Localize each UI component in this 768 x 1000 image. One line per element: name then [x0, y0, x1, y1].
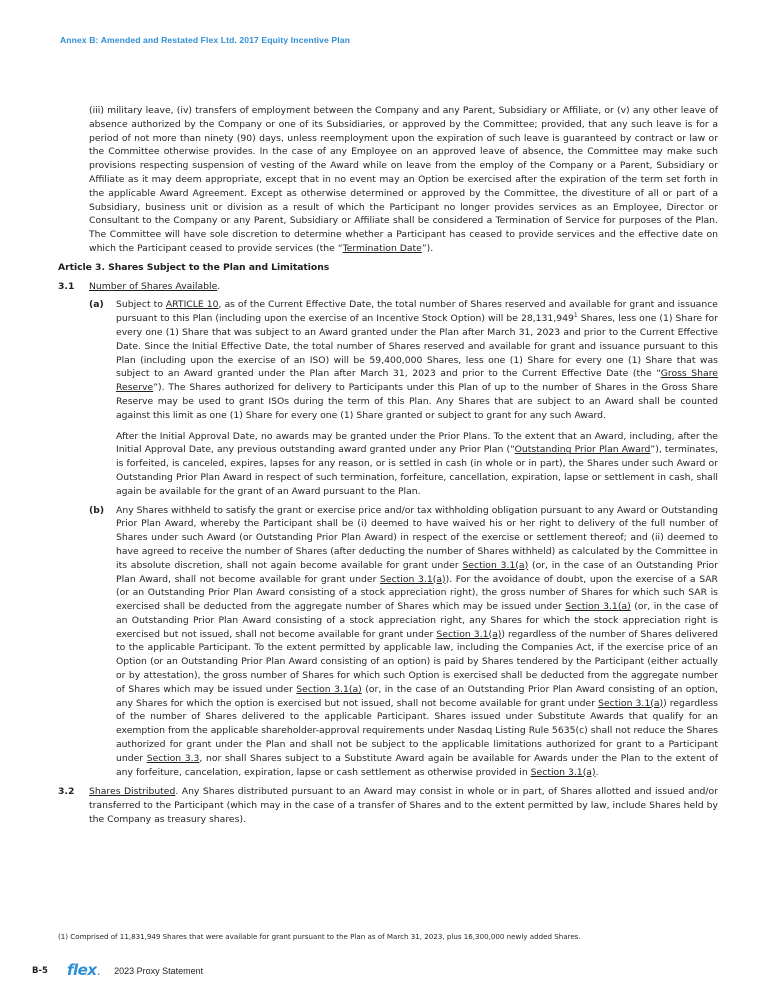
flex-logo: flex. [67, 961, 101, 979]
article-heading: Article 3. Shares Subject to the Plan and Limitations [58, 261, 330, 273]
document-body [58, 104, 718, 827]
subsection-a-text: Subject to ARTICLE 10, as of the Current Effective Date, the total number of Shares reserved and available for grant and issuance pursuant to this Plan (including upon the exercise of an Incentive Stock Option) will be 28,131,949$^1$ Shares, less one (1) Share for every one (1) Share that was subject to an Award granted under the Plan after March 31, 2023 and prior to the Current Effective Date. Since the Initial Effective Date, the total number of Shares reserved and available for grant and issuance pursuant to this Plan (including upon the exercise of an ISO) will be 59,400,000 Shares, less one (1) Share for every one (1) Share that was subject to an Award granted under the Plan after March 31, 2023 and prior to the Current Effective Date (the “Gross Share Reserve”). The Shares authorized for delivery to Participants under this Plan of up to the number of Shares in the Gross Share Reserve may be used to grant ISOs during the term of this Plan. Any Shares that are subject to an Award shall be counted against this limit as one (1) Share for every one (1) Share granted or subject to grant for any such Award. [116, 299, 718, 421]
subsection-label: (a) [89, 299, 104, 311]
cross-reference-link[interactable]: Section 3.1(a) [565, 601, 631, 613]
cross-reference-link[interactable]: Section 3.1(a) [598, 697, 664, 709]
page-number: B-5 [32, 966, 48, 976]
subsection-a-continuation: After the Initial Approval Date, no awards may be granted under the Prior Plans. To the extent that an Award, including, after the Initial Approval Date, any previous outstanding award granted under any Prior Plan (“Outstanding Prior Plan Award”), terminates, is forfeited, is canceled, expires, lapses for any reason, or is settled in cash (in whole or in part), the Shares under such Award or Outstanding Prior Plan Award in respect of such termination, forfeiture, cancellation, expiration, lapse or settlement in cash, shall again be available for the grant of an Award pursuant to the Plan. [116, 430, 719, 497]
footnote: (1) Comprised of 11,831,949 Shares that were available for grant pursuant to the Plan as of March 31, 2023, plus 16,300,000 newly added Shares. [58, 932, 581, 941]
cross-reference-link[interactable]: ARTICLE 10 [165, 299, 219, 311]
defined-term-outstanding-prior-plan-award: Outstanding Prior Plan Award [514, 444, 651, 456]
defined-term-gross-share-reserve: Gross Share Reserve [116, 368, 718, 394]
section-title: Number of Shares Available [89, 280, 218, 292]
section-3-1: 3.1 Number of Shares Available. [58, 280, 221, 292]
section-number: 3.2 [58, 786, 75, 798]
subsection-b-text: Any Shares withheld to satisfy the grant or exercise price and/or tax withholding obligation pursuant to any Award or Outstanding Prior Plan Award, whereby the Participant shall be (i) deemed to have waived his or her right to delivery of the full number of Shares under such Award (or Outstanding Prior Plan Award) in respect of the exercise or settlement thereof; and (ii) deemed to have agreed to receive the number of Shares (after deducting the number of Shares withheld) as calculated by the Committee in its absolute discretion, shall not again become available for grant under Section 3.1(a) (or, in the case of an Outstanding Prior Plan Award, shall not become available for grant under Section 3.1(a)). For the avoidance of doubt, upon the exercise of a SAR (or an Outstanding Prior Plan Award consisting of a stock appreciation right), the gross number of Shares for which such SAR is exercised shall be deducted from the aggregate number of Shares which may be issued under Section 3.1(a) (or, in the case of an Outstanding Prior Plan Award consisting of a stock appreciation right, any Shares for which the stock appreciation right is exercised but not issued, shall not become available for grant under Section 3.1(a)) regardless of the number of Shares delivered to the applicable Participant. To the extent permitted by applicable law, including the Companies Act, if the exercise price of an Option (or an Outstanding Prior Plan Award consisting of an option) is paid by Shares tendered by the Participant (either actually or by attestation), the gross number of Shares for which such Option is exercised shall be deducted from the aggregate number of Shares which may be issued under Section 3.1(a) (or, in the case of an Outstanding Prior Plan Award consisting of an option, any Shares for which the option is exercised but not issued, shall not become available for grant under Section 3.1(a)) regardless of the number of Shares delivered to the applicable Participant. Shares issued under Substitute Awards that qualify for an exemption from the applicable shareholder-approval requirements under Nasdaq Listing Rule 5635(c) shall not reduce the Shares authorized for grant under the Plan and shall not be subject to the applicable limitations authorized for grant to a Participant under Section 3.3, nor shall Shares subject to a Substitute Award again be available for Awards under the Plan to the extent of any forfeiture, cancelation, expiration, lapse or cash settlement as otherwise provided in Section 3.1(a). [116, 504, 719, 778]
footer-statement: 2023 Proxy Statement [114, 966, 204, 976]
defined-term-termination-date: Termination Date [342, 242, 422, 254]
section-title: Shares Distributed [89, 786, 176, 798]
cross-reference-link[interactable]: Section 3.3 [146, 752, 200, 764]
cross-reference-link[interactable]: Section 3.1(a) [530, 766, 596, 778]
section-number: 3.1 [58, 280, 75, 292]
subsection-label: (b) [89, 504, 105, 516]
cross-reference-link[interactable]: Section 3.1(a) [296, 683, 362, 695]
cross-reference-link[interactable]: Section 3.1(a) [380, 573, 446, 585]
section-3-2 [58, 785, 718, 826]
intro-paragraph: (iii) military leave, (iv) transfers of employment between the Company and any Parent, Subsidiary or Affiliate, or (v) any other leave of absence authorized by the Company or one of its Subsidiaries, or approved by the Committee; provided, that any such leave is for a period of not more than ninety (90) days, unless reemployment upon the expiration of such leave is guaranteed by contract or law or the Committee otherwise provides. In the case of any Employee on an approved leave of absence, the Committee may make such provisions respecting suspension of vesting of the Award while on leave from the employ of the Company or a Parent, Subsidiary or Affiliate as it may deem appropriate, except that in no event may an Option be exercised after the expiration of the term set forth in the applicable Award Agreement. Except as otherwise determined or approved by the Committee, the divestiture of all or part of a Subsidiary, business unit or division as a result of which the Participant no longer provides services as an Employee, Director or Consultant to the Company or any Parent, Subsidiary or Affiliate shall be considered a Termination of Service for purposes of the Plan. The Committee will have sole discretion to determine whether a Participant has ceased to provide services and the effective date on which the Participant ceased to provide services (the “Termination Date”). [89, 105, 718, 254]
footnote-reference[interactable]: 1 [573, 312, 578, 320]
subsection-b [89, 504, 718, 780]
cross-reference-link[interactable]: Section 3.1(a) [462, 559, 529, 571]
subsection-a [89, 298, 718, 422]
annex-header: Annex B: Amended and Restated Flex Ltd. 2017 Equity Incentive Plan [60, 35, 350, 45]
cross-reference-link[interactable]: Section 3.1(a) [436, 628, 502, 640]
section-3-2-text: Shares Distributed. Any Shares distributed pursuant to an Award may consist in whole or in part, of Shares allotted and issued and/or transferred to the Participant (which may in the case of a transfer of Shares and to the extent permitted by law, include Shares held by the Company as treasury shares). [89, 786, 718, 826]
page-footer [32, 963, 203, 979]
